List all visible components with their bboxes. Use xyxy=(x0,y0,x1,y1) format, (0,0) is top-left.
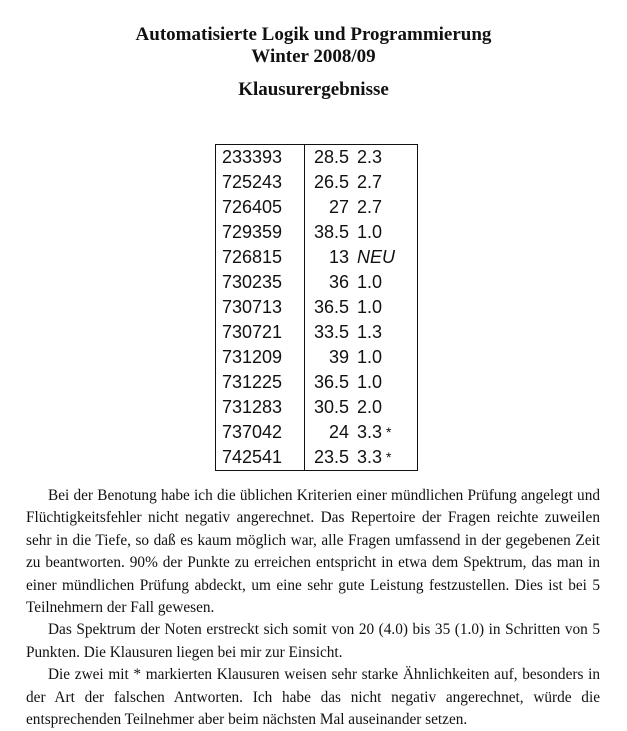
student-id-cell: 233393 xyxy=(216,145,305,171)
student-id-cell: 725243 xyxy=(216,170,305,195)
grade-cell xyxy=(357,445,418,471)
grade-cell xyxy=(357,370,418,395)
table-row xyxy=(216,295,418,320)
grade-value: 1.0 xyxy=(357,347,383,367)
grade-value: 2.7 xyxy=(357,172,383,192)
grade-value: 1.3 xyxy=(357,322,383,342)
student-id-cell: 737042 xyxy=(216,420,305,445)
grade-value: 1.0 xyxy=(357,372,383,392)
grade-cell xyxy=(357,170,418,195)
paragraph-similarities: Die zwei mit * markierten Klausuren weisen sehr starke Ähnlichkeiten auf, besonders in der Art der falschen Antworten. Ich habe das nicht negativ angerechnet, würde die entsprechenden Teilnehmer aber beim nächsten Mal auseinander setzen. xyxy=(26,666,600,729)
student-id-cell: 731225 xyxy=(216,370,305,395)
body-text xyxy=(26,485,600,731)
table-row xyxy=(216,170,418,195)
grade-value: 1.0 xyxy=(357,272,383,292)
grade-value: 2.0 xyxy=(357,397,383,417)
points-cell: 23.5 xyxy=(313,447,349,467)
section-heading: Klausurergebnisse xyxy=(238,79,389,100)
student-id-cell: 730235 xyxy=(216,270,305,295)
course-title: Automatisierte Logik und Programmierung xyxy=(135,24,492,45)
points-cell: 38.5 xyxy=(313,222,349,242)
student-id-cell: 729359 xyxy=(216,220,305,245)
similarity-mark: * xyxy=(386,424,392,440)
table-row xyxy=(216,345,418,370)
points-cell: 30.5 xyxy=(313,397,349,417)
table-row xyxy=(216,195,418,220)
student-id-cell: 742541 xyxy=(216,445,305,471)
grade-cell xyxy=(357,295,418,320)
points-cell: 27 xyxy=(328,197,349,217)
grade-value: 3.3 xyxy=(357,422,383,442)
table-row xyxy=(216,370,418,395)
grade-value: 1.0 xyxy=(357,297,383,317)
similarity-mark: * xyxy=(386,449,392,465)
table-row xyxy=(216,245,418,270)
results-table xyxy=(215,144,418,471)
points-cell: 28.5 xyxy=(313,147,349,167)
grade-value: 1.0 xyxy=(357,222,383,242)
table-row xyxy=(216,270,418,295)
grade-cell xyxy=(357,395,418,420)
points-cell: 36.5 xyxy=(313,372,349,392)
grade-value: 3.3 xyxy=(357,447,383,467)
points-cell: 24 xyxy=(328,422,349,442)
points-cell: 13 xyxy=(328,247,349,267)
table-row xyxy=(216,220,418,245)
student-id-cell: 726815 xyxy=(216,245,305,270)
grade-cell xyxy=(357,320,418,345)
student-id-cell: 731209 xyxy=(216,345,305,370)
grade-cell xyxy=(357,195,418,220)
results-table-body xyxy=(216,145,418,471)
grade-cell xyxy=(357,220,418,245)
student-id-cell: 730721 xyxy=(216,320,305,345)
table-row xyxy=(216,320,418,345)
student-id-cell: 730713 xyxy=(216,295,305,320)
points-cell: 39 xyxy=(328,347,349,367)
grade-cell xyxy=(357,270,418,295)
grade-cell xyxy=(357,145,418,171)
points-cell: 26.5 xyxy=(313,172,349,192)
student-id-cell: 731283 xyxy=(216,395,305,420)
student-id-cell: 726405 xyxy=(216,195,305,220)
points-cell: 36 xyxy=(328,272,349,292)
grade-value: 2.7 xyxy=(357,197,383,217)
grade-value: 2.3 xyxy=(357,147,383,167)
document-header xyxy=(0,24,627,101)
points-cell: 36.5 xyxy=(313,297,349,317)
points-cell: 33.5 xyxy=(313,322,349,342)
grade-cell xyxy=(357,245,418,270)
grade-cell xyxy=(357,420,418,445)
term-label: Winter 2008/09 xyxy=(251,46,376,67)
grade-cell xyxy=(357,345,418,370)
table-row xyxy=(216,145,418,171)
table-row xyxy=(216,420,418,445)
grade-value: NEU xyxy=(357,247,396,267)
paragraph-grading: Bei der Benotung habe ich die üblichen Kriterien einer mündlichen Prüfung angelegt und Flüchtigkeitsfehler nicht negativ angerechnet. Das Repertoire der Fragen reichte zuweilen sehr in die Tiefe, so daß es kaum möglich war, alle Fragen umfassend in der gegebenen Zeit zu beantworten. 90% der Punkte zu erreichen entspricht in etwa dem Spektrum, das man in einer mündlichen Prüfung abdeckt, um eine sehr gute Leistung festzustellen. Dies ist bei 5 Teilnehmern der Fall gewesen. xyxy=(26,487,600,617)
paragraph-grade-range: Das Spektrum der Noten erstreckt sich somit von 20 (4.0) bis 35 (1.0) in Schritten von 5 Punkten. Die Klausuren liegen bei mir zur Einsicht. xyxy=(26,621,600,661)
table-row xyxy=(216,395,418,420)
table-row xyxy=(216,445,418,471)
